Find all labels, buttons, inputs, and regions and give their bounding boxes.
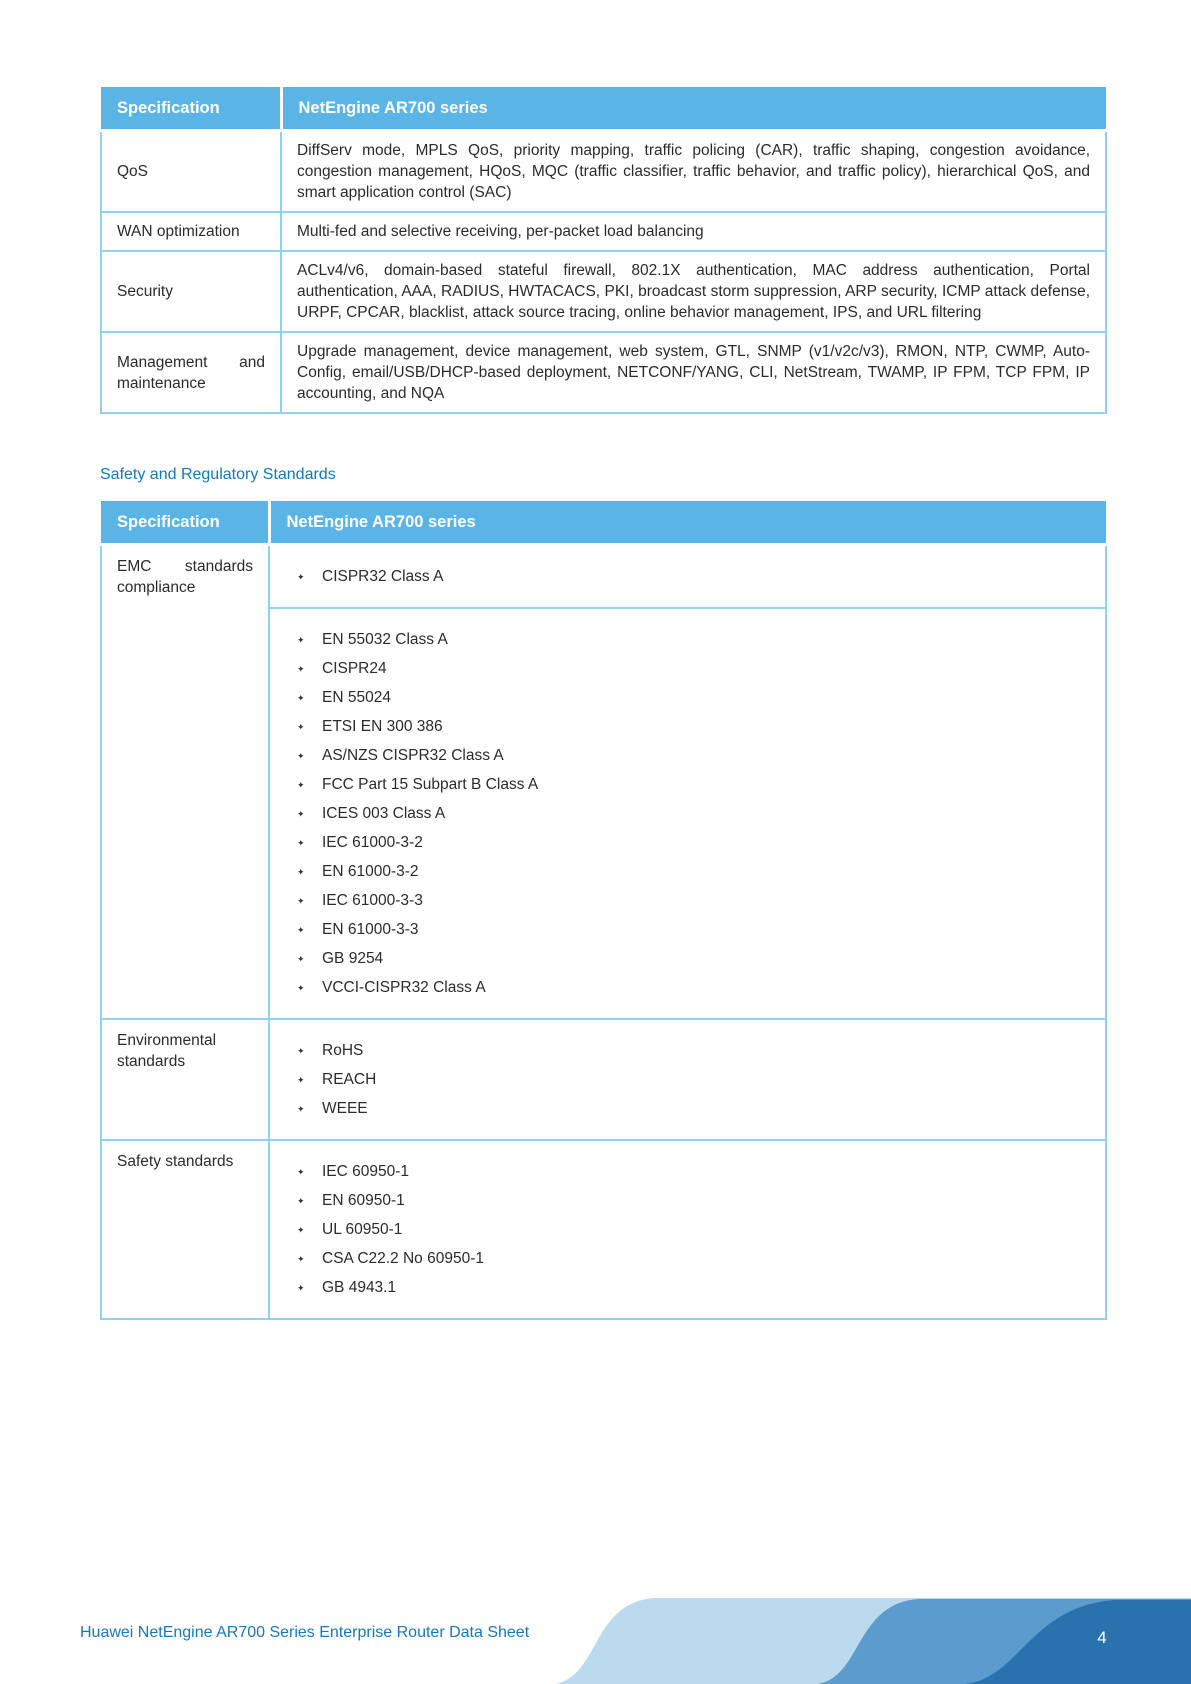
list-item (284, 1098, 1091, 1119)
section-heading: Safety and Regulatory Standards (100, 466, 336, 483)
table-header-row (101, 87, 1106, 131)
table-row (101, 1140, 1106, 1319)
list-item-label: UL 60950-1 (322, 1221, 403, 1238)
bullet-icon: ✦ (297, 635, 305, 645)
bullet-icon: ✦ (297, 1196, 305, 1206)
value-cell (269, 1019, 1106, 1140)
list-item (284, 687, 1091, 708)
specification-table (100, 87, 1107, 414)
spec-cell: WAN optimization (101, 212, 281, 251)
table-row (101, 332, 1106, 413)
list-item (284, 1277, 1091, 1298)
bullet-icon: ✦ (297, 954, 305, 964)
list-item-label: REACH (322, 1071, 377, 1088)
safety-regulatory-standards-table (100, 501, 1107, 1320)
standards-list (284, 552, 1091, 601)
list-item (284, 566, 1091, 587)
list-item (284, 658, 1091, 679)
list-item (284, 1161, 1091, 1182)
bullet-icon: ✦ (297, 983, 305, 993)
page-number: 4 (1097, 1628, 1107, 1647)
bullet-icon: ✦ (297, 572, 305, 582)
list-item-label: ICES 003 Class A (322, 805, 446, 822)
standards-list (284, 1147, 1091, 1312)
bullet-icon: ✦ (297, 664, 305, 674)
list-item-label: EN 55032 Class A (322, 631, 448, 648)
spec-cell: Security (101, 251, 281, 332)
list-item (284, 1069, 1091, 1090)
list-item (284, 1190, 1091, 1211)
standards-list (284, 615, 1091, 1012)
list-item-label: CSA C22.2 No 60950-1 (322, 1250, 484, 1267)
list-item (284, 1040, 1091, 1061)
list-item-label: GB 4943.1 (322, 1279, 397, 1296)
list-item-label: AS/NZS CISPR32 Class A (322, 747, 504, 764)
column-header-specification: Specification (101, 501, 269, 545)
list-item (284, 919, 1091, 940)
table-row (101, 1019, 1106, 1140)
spec-cell: Environmental standards (101, 1019, 269, 1140)
table-row (101, 251, 1106, 332)
bullet-icon: ✦ (297, 1283, 305, 1293)
bullet-icon: ✦ (297, 1046, 305, 1056)
bullet-icon: ✦ (297, 925, 305, 935)
bullet-icon: ✦ (297, 722, 305, 732)
bullet-icon: ✦ (297, 1075, 305, 1085)
list-item (284, 861, 1091, 882)
bullet-icon: ✦ (297, 1104, 305, 1114)
list-item (284, 745, 1091, 766)
list-item-label: IEC 61000-3-2 (322, 834, 423, 851)
list-item (284, 977, 1091, 998)
list-item-label: IEC 61000-3-3 (322, 892, 423, 909)
bullet-icon: ✦ (297, 780, 305, 790)
table-row (101, 212, 1106, 251)
column-header-netengine-ar700-series: NetEngine AR700 series (281, 87, 1106, 131)
table-row (101, 131, 1106, 213)
value-cell: Upgrade management, device management, web system, GTL, SNMP (v1/v2c/v3), RMON, NTP, CWMP, Auto-Config, email/USB/DHCP-based deployment, NETCONF/YANG, CLI, NetStream, TWAMP, IP FPM, TCP FPM, IP accounting, and NQA (281, 332, 1106, 413)
spec-cell: Management and maintenance (101, 332, 281, 413)
bullet-icon: ✦ (297, 809, 305, 819)
value-cell: ACLv4/v6, domain-based stateful firewall, 802.1X authentication, MAC address authentication, Portal authentication, AAA, RADIUS, HWTACACS, PKI, broadcast storm suppression, ARP security, ICMP attack defense, URPF, CPCAR, blacklist, attack source tracing, online behavior management, IPS, and URL filtering (281, 251, 1106, 332)
bullet-icon: ✦ (297, 1167, 305, 1177)
list-item-label: EN 61000-3-2 (322, 863, 419, 880)
list-item-label: EN 61000-3-3 (322, 921, 419, 938)
value-cell: DiffServ mode, MPLS QoS, priority mapping, traffic policing (CAR), traffic shaping, congestion avoidance, congestion management, HQoS, MQC (traffic classifier, traffic behavior, and traffic policy), hierarchical QoS, and smart application control (SAC) (281, 131, 1106, 213)
column-header-specification: Specification (101, 87, 281, 131)
spec-cell: QoS (101, 131, 281, 213)
bullet-icon: ✦ (297, 693, 305, 703)
list-item-label: GB 9254 (322, 950, 384, 967)
list-item-label: WEEE (322, 1100, 368, 1117)
list-item-label: IEC 60950-1 (322, 1163, 410, 1180)
bullet-icon: ✦ (297, 896, 305, 906)
list-item-label: CISPR24 (322, 660, 387, 677)
table-row (101, 545, 1106, 609)
bullet-icon: ✦ (297, 1225, 305, 1235)
value-cell: Multi-fed and selective receiving, per-packet load balancing (281, 212, 1106, 251)
list-item (284, 832, 1091, 853)
list-item (284, 803, 1091, 824)
table-header-row (101, 501, 1106, 545)
list-item-label: RoHS (322, 1042, 364, 1059)
list-item (284, 1219, 1091, 1240)
list-item-label: EN 55024 (322, 689, 391, 706)
list-item (284, 948, 1091, 969)
list-item-label: FCC Part 15 Subpart B Class A (322, 776, 539, 793)
bullet-icon: ✦ (297, 1254, 305, 1264)
spec-cell: EMC standards compliance (101, 545, 269, 1020)
footer-title: Huawei NetEngine AR700 Series Enterprise Router Data Sheet (80, 1624, 530, 1641)
bullet-icon: ✦ (297, 838, 305, 848)
standards-list (284, 1026, 1091, 1133)
list-item-label: CISPR32 Class A (322, 568, 444, 585)
list-item (284, 774, 1091, 795)
list-item-label: VCCI-CISPR32 Class A (322, 979, 486, 996)
bullet-icon: ✦ (297, 751, 305, 761)
list-item-label: EN 60950-1 (322, 1192, 405, 1209)
list-item (284, 890, 1091, 911)
list-item (284, 716, 1091, 737)
bullet-icon: ✦ (297, 867, 305, 877)
spec-cell: Safety standards (101, 1140, 269, 1319)
list-item (284, 629, 1091, 650)
value-cell (269, 608, 1106, 1019)
value-cell (269, 545, 1106, 609)
page-content (100, 87, 1107, 1320)
list-item (284, 1248, 1091, 1269)
column-header-netengine-ar700-series: NetEngine AR700 series (269, 501, 1106, 545)
value-cell (269, 1140, 1106, 1319)
list-item-label: ETSI EN 300 386 (322, 718, 443, 735)
